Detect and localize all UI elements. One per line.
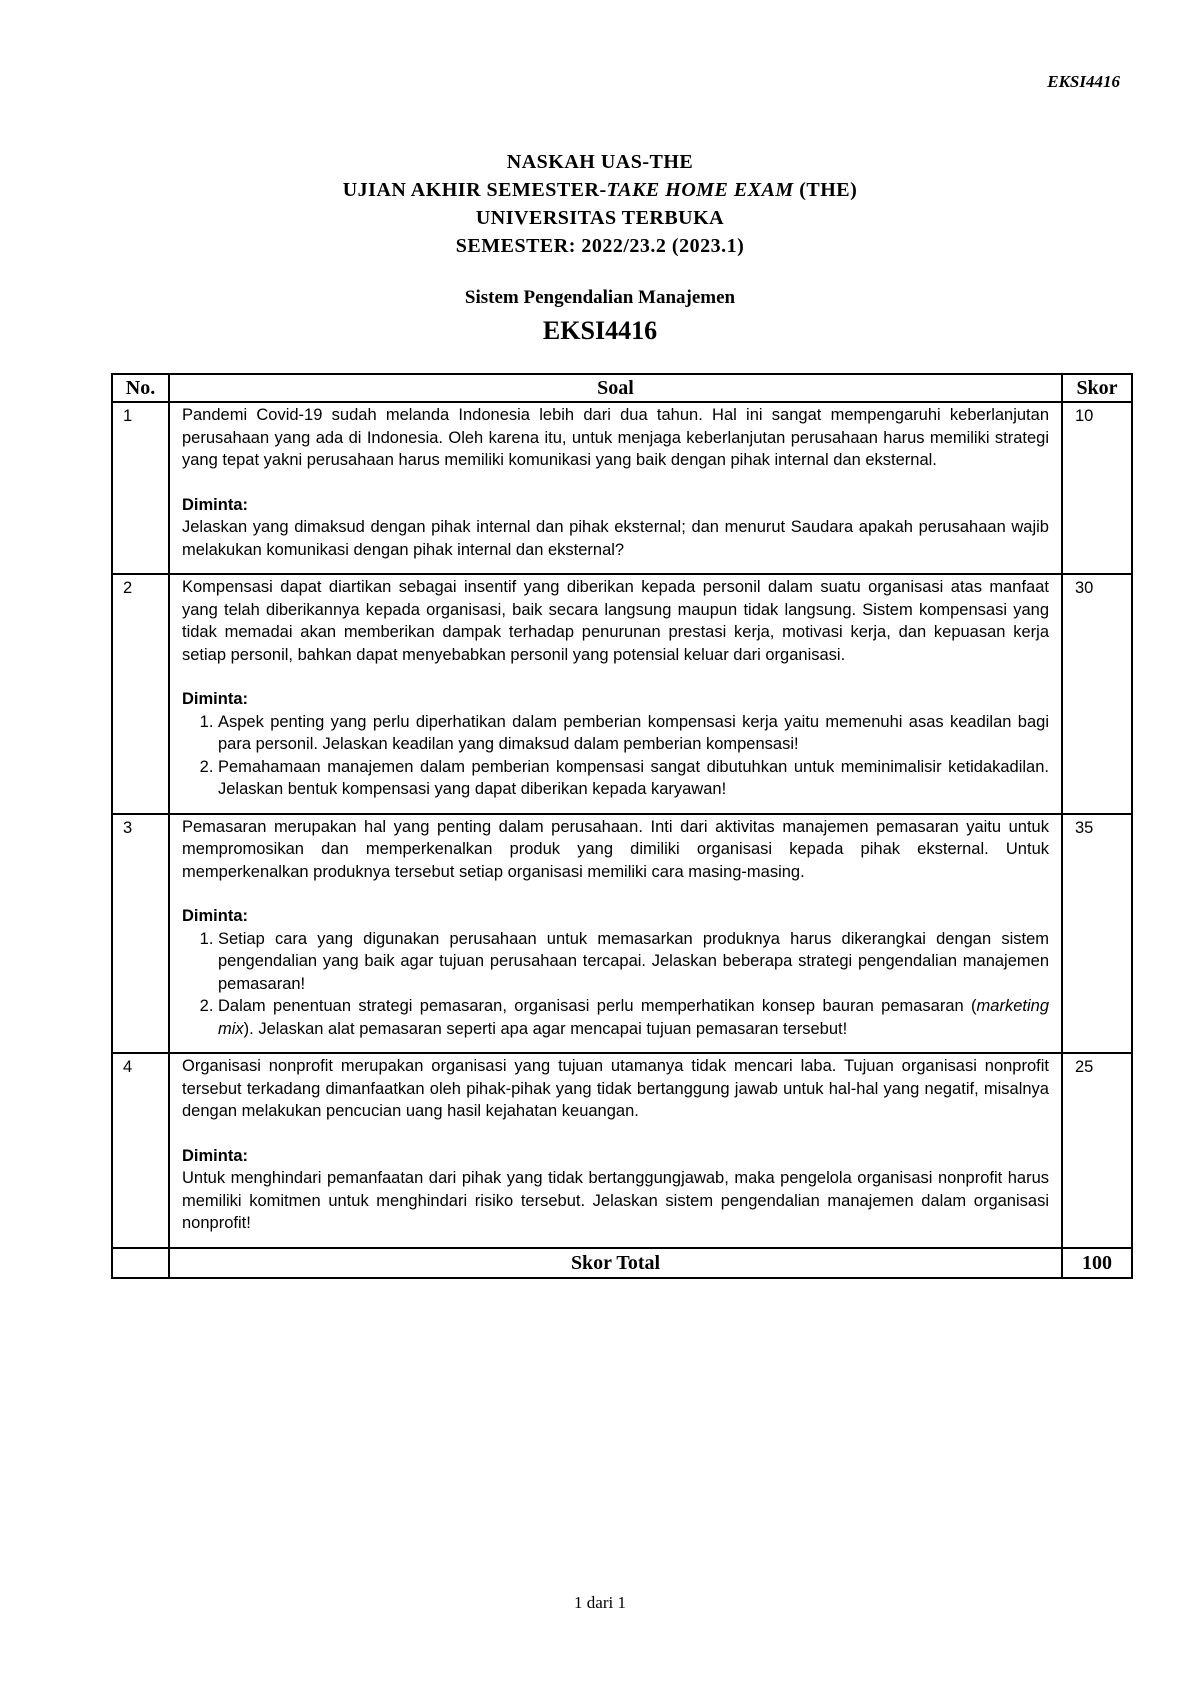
header-soal: Soal bbox=[169, 374, 1062, 402]
header-course-code: EKSI4416 bbox=[1047, 72, 1120, 91]
question-number: 2 bbox=[112, 574, 169, 814]
table-row bbox=[112, 1053, 1132, 1248]
diminta-label: Diminta: bbox=[182, 690, 248, 708]
requirement-item: 1. Setiap cara yang digunakan perusahaan untuk memasarkan produknya harus dikerangkai dengan sistem pengendalian yang baik agar tujuan perusahaan tercapai. Jelaskan beberapa strategi pengendalian manajemen pemasaran! bbox=[218, 928, 1049, 996]
question-score: 30 bbox=[1062, 574, 1132, 814]
diminta-text: Jelaskan yang dimaksud dengan pihak internal dan pihak eksternal; dan menurut Saudara apakah perusahaan wajib melakukan komunikasi dengan pihak internal dan eksternal? bbox=[182, 518, 1049, 559]
doc-title-line3: UNIVERSITAS TERBUKA bbox=[475, 207, 725, 229]
exam-table bbox=[111, 373, 1133, 1279]
diminta-text: Untuk menghindari pemanfaatan dari pihak yang tidak bertanggungjawab, maka pengelola organisasi nonprofit harus memiliki komitmen untuk menghindari risiko tersebut. Jelaskan sistem pengendalian manajemen dalam organisasi nonprofit! bbox=[182, 1169, 1049, 1232]
total-empty-cell bbox=[112, 1248, 169, 1278]
question-cell bbox=[169, 814, 1062, 1054]
table-row bbox=[112, 574, 1132, 814]
document-header bbox=[0, 148, 1200, 348]
diminta-label: Diminta: bbox=[182, 495, 248, 514]
question-cell bbox=[169, 1053, 1062, 1248]
header-no: No. bbox=[112, 374, 169, 402]
requirement-item bbox=[218, 995, 1049, 1040]
question-text: Kompensasi dapat diartikan sebagai insentif yang diberikan kepada personil dalam suatu organisasi atas manfaat yang telah diberikannya kepada organisasi, baik secara langsung maupun tidak langsung. Sistem kompensasi yang tidak memadai akan memberikan dampak terhadap penurunan prestasi kerja, motivasi kerja, dan kepuasan kerja setiap personil, bahkan dapat menyebabkan personil yang potensial keluar dari organisasi. bbox=[182, 578, 1049, 664]
doc-title-line2 bbox=[0, 176, 1200, 204]
question-cell bbox=[169, 402, 1062, 574]
total-value: 100 bbox=[1062, 1248, 1132, 1278]
course-code: EKSI4416 bbox=[542, 316, 658, 345]
question-score: 35 bbox=[1062, 814, 1132, 1054]
doc-title-line2-italic: TAKE HOME EXAM bbox=[606, 179, 794, 201]
doc-title-line4: SEMESTER: 2022/23.2 (2023.1) bbox=[455, 235, 745, 257]
table-row bbox=[112, 402, 1132, 574]
question-cell bbox=[169, 574, 1062, 814]
question-number: 4 bbox=[112, 1053, 169, 1248]
question-text: Organisasi nonprofit merupakan organisasi yang tujuan utamanya tidak mencari laba. Tujuan organisasi nonprofit tersebut terkadang dimanfaatkan oleh pihak-pihak yang tidak bertanggung jawab untuk hal-hal yang negatif, misalnya dengan melakukan pencucian uang hasil kejahatan keuangan. bbox=[182, 1057, 1049, 1120]
requirement-item: 1. Aspek penting yang perlu diperhatikan dalam pemberian kompensasi kerja yaitu memenuhi asas keadilan bagi para personil. Jelaskan keadilan yang dimaksud dalam pemberian kompensasi! bbox=[218, 711, 1049, 756]
doc-title-line2-prefix: UJIAN AKHIR SEMESTER- bbox=[342, 179, 607, 201]
diminta-label: Diminta: bbox=[182, 1146, 248, 1165]
total-label: Skor Total bbox=[169, 1248, 1062, 1278]
requirement-list bbox=[182, 928, 1049, 1041]
question-score: 25 bbox=[1062, 1053, 1132, 1248]
requirement-list bbox=[182, 711, 1049, 801]
requirement-item-prefix: Dalam penentuan strategi pemasaran, organisasi perlu memperhatikan konsep bauran pemasaran ( bbox=[218, 997, 977, 1015]
doc-title-line1: NASKAH UAS-THE bbox=[506, 151, 694, 173]
requirement-item: 2. Pemahamaan manajemen dalam pemberian kompensasi sangat dibutuhkan untuk meminimalisir ketidakadilan. Jelaskan bentuk kompensasi yang dapat diberikan kepada karyawan! bbox=[218, 756, 1049, 801]
question-text: Pandemi Covid-19 sudah melanda Indonesia lebih dari dua tahun. Hal ini sangat mempengaruhi keberlanjutan perusahaan yang ada di Indonesia. Oleh karena itu, untuk menjaga keberlanjutan perusahaan harus memiliki strategi yang tepat yakni perusahaan harus memiliki komunikasi yang baik dengan pihak internal dan eksternal. bbox=[182, 406, 1049, 469]
total-row bbox=[112, 1248, 1132, 1278]
question-text: Pemasaran merupakan hal yang penting dalam perusahaan. Inti dari aktivitas manajemen pemasaran yaitu untuk mempromosikan dan memperkenalkan produk yang dimiliki organisasi kepada pihak eksternal. Untuk memperkenalkan produknya tersebut setiap organisasi memiliki cara masing-masing. bbox=[182, 817, 1049, 881]
header-skor: Skor bbox=[1062, 374, 1132, 402]
question-number: 1 bbox=[112, 402, 169, 574]
table-row bbox=[112, 814, 1132, 1054]
course-name: Sistem Pengendalian Manajemen bbox=[464, 287, 736, 308]
diminta-label: Diminta: bbox=[182, 907, 248, 925]
requirement-item-italic: marketing mix bbox=[218, 997, 1049, 1038]
table-header-row bbox=[112, 374, 1132, 402]
question-number: 3 bbox=[112, 814, 169, 1054]
question-score: 10 bbox=[1062, 402, 1132, 574]
doc-title-line2-suffix: (THE) bbox=[793, 179, 858, 201]
requirement-item-suffix: ). Jelaskan alat pemasaran seperti apa agar mencapai tujuan pemasaran tersebut! bbox=[243, 1019, 848, 1038]
page-footer: 1 dari 1 bbox=[574, 1593, 626, 1612]
